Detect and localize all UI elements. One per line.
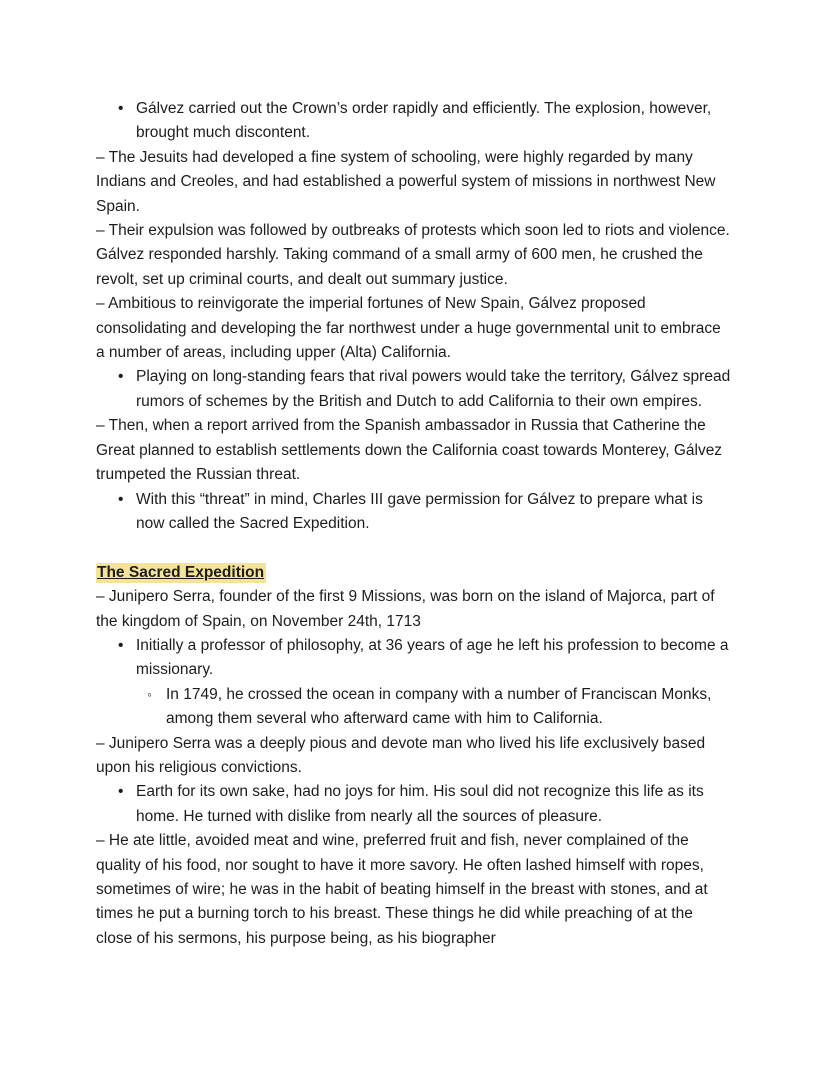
bullet-item <box>96 634 732 683</box>
bullet-text: With this “threat” in mind, Charles III gave permission for Gálvez to prepare what is now called the Sacred Expedition. <box>136 490 703 532</box>
section-heading <box>96 561 732 585</box>
paragraph: – Then, when a report arrived from the Spanish ambassador in Russia that Catherine the Great planned to establish settlements down the California coast towards Monterey, Gálvez trumpeted the Russian threat. <box>96 417 723 484</box>
bullet-icon: • <box>118 368 124 386</box>
bullet-icon: • <box>118 490 124 508</box>
document-body[interactable] <box>96 97 732 951</box>
sub-bullet-text: In 1749, he crossed the ocean in company with a number of Franciscan Monks, among them several who afterward came with him to California. <box>166 685 712 728</box>
paragraph: – Junipero Serra was a deeply pious and devote man who lived his life exclusively based upon his religious convictions. <box>96 734 706 776</box>
bullet-item <box>96 780 732 829</box>
sub-bullet-item <box>96 683 732 732</box>
paragraph: – Junipero Serra, founder of the first 9 Missions, was born on the island of Majorca, part of the kingdom of Spain, on November 24th, 1713 <box>96 588 715 630</box>
bullet-icon: • <box>118 100 124 117</box>
bullet-text: Initially a professor of philosophy, at 36 years of age he left his profession to become a missionary. <box>136 636 729 679</box>
bullet-item <box>96 97 732 146</box>
sub-bullet-icon: ◦ <box>147 686 152 702</box>
bullet-text: Gálvez carried out the Crown’s order rapidly and efficiently. The explosion, however, brought much discontent. <box>136 100 712 142</box>
bullet-text: Earth for its own sake, had no joys for him. His soul did not recognize this life as its home. He turned with dislike from nearly all the sources of pleasure. <box>136 783 704 825</box>
highlighted-heading-text: The Sacred Expedition <box>97 563 265 581</box>
bullet-icon: • <box>118 783 124 801</box>
bullet-text: Playing on long-standing fears that rival powers would take the territory, Gálvez spread rumors of schemes by the British and Dutch to add California to their own empires. <box>136 368 731 410</box>
bullet-item <box>96 488 732 537</box>
paragraph: – Ambitious to reinvigorate the imperial fortunes of New Spain, Gálvez proposed consolidating and developing the far northwest under a huge governmental unit to embrace a number of areas, including upper (Alta) California. <box>96 295 721 362</box>
paragraph: – The Jesuits had developed a fine system of schooling, were highly regarded by many Indians and Creoles, and had established a powerful system of missions in northwest New Spain. <box>96 148 716 215</box>
bullet-item <box>96 365 732 414</box>
paragraph: – Their expulsion was followed by outbreaks of protests which soon led to riots and violence. Gálvez responded harshly. Taking command of a small army of 600 men, he crushed the revolt, set up criminal courts, and dealt out summary justice. <box>96 222 730 288</box>
bullet-icon: • <box>118 636 124 654</box>
paragraph: – He ate little, avoided meat and wine, preferred fruit and fish, never complained of the quality of his food, nor sought to have it more savory. He often lashed himself with ropes, sometimes of wire; he was in the habit of beating himself in the breast with stones, and at times he put a burning torch to his breast. These things he did while preaching of at the close of his sermons, his purpose being, as his biographer <box>96 832 708 947</box>
